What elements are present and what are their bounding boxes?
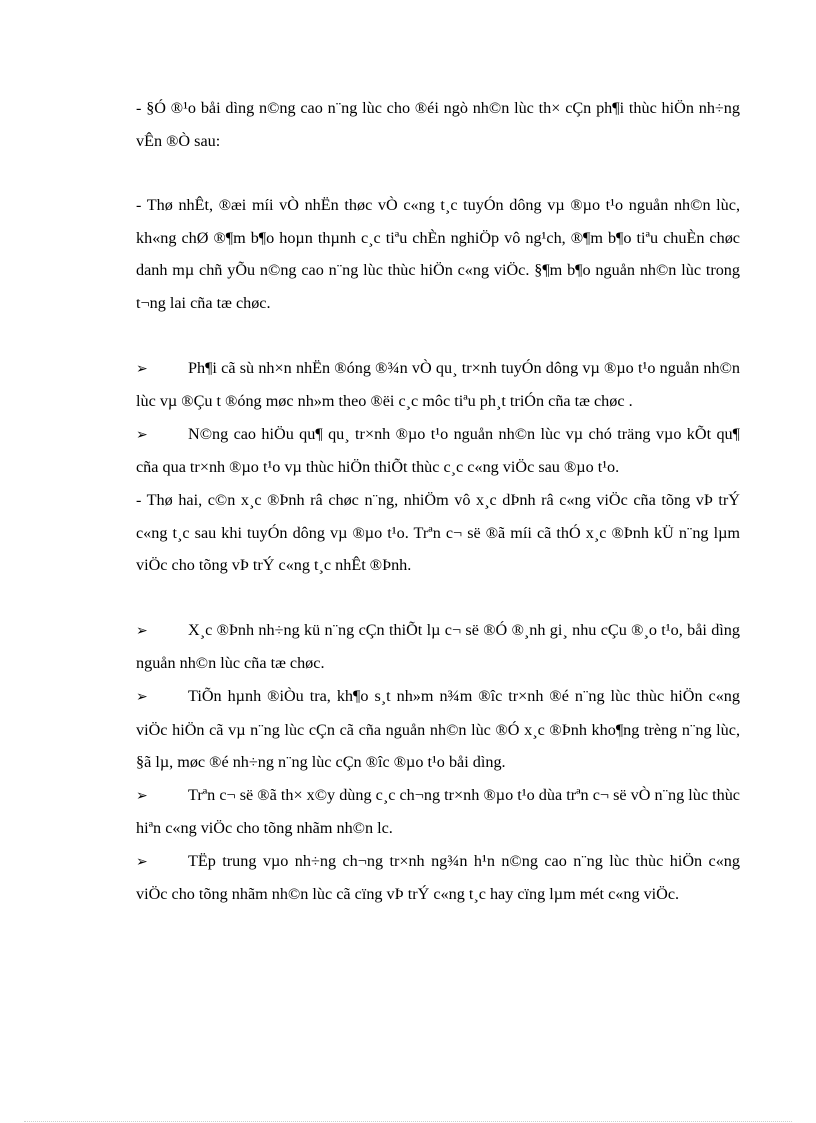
bullet-text: Trªn c¬ së ®ã th× x©y dùng c¸c ch¬ng tr×nh ®µo t¹o dùa trªn c¬ së vÒ n¨ng lùc thùc hiªn c«ng viÖc cho tõng nhãm nh©n lc. (136, 785, 740, 838)
bullet-text: Ph¶i cã sù nh×n nhËn ®óng ®¾n vÒ qu¸ tr×nh tuyÓn dông vµ ®µo t¹o nguån nh©n lùc vµ ®Çu t ®óng møc nh»m theo ®ëi c¸c môc tiªu ph¸t triÓn cña tæ chøc . (136, 358, 740, 411)
arrow-bullet-icon: ➢ (136, 688, 148, 705)
paragraph-spacer (136, 582, 740, 614)
bullet-paragraph (136, 845, 740, 911)
arrow-bullet-icon: ➢ (136, 360, 148, 377)
bullet-paragraph (136, 680, 740, 779)
body-paragraph: - §Ó ®¹o båi dìng n©ng cao n¨ng lùc cho ®éi ngò nh©n lùc th× cÇn ph¶i thùc hiÖn nh÷ng vÊn ®Ò sau: (136, 99, 740, 150)
document-page (136, 92, 740, 911)
bullet-paragraph (136, 779, 740, 845)
arrow-bullet-icon: ➢ (136, 853, 148, 870)
bullet-text: TiÕn hµnh ®iÒu tra, kh¶o s¸t nh»m n¾m ®îc tr×nh ®é n¨ng lùc thùc hiÖn c«ng viÖc hiÖn cã vµ n¨ng lùc cÇn cã cña nguån nh©n lùc ®Ó x¸c ®Þnh kho¶ng trèng n¨ng lùc, §ã lµ, møc ®é nh÷ng n¨ng lùc cÇn ®îc ®µo t¹o båi dìng. (136, 686, 740, 772)
bullet-paragraph (136, 352, 740, 418)
body-paragraph: - Thø nhÊt, ®æi míi vÒ nhËn thøc vÒ c«ng t¸c tuyÓn dông vµ ®µo t¹o nguån nh©n lùc, kh«ng chØ ®¶m b¶o hoµn thµnh c¸c tiªu chÈn nghiÖp vô ng¹ch, ®¶m b¶o tiªu chuÈn chøc danh mµ chñ yÕu n©ng cao n¨ng lùc thùc hiÖn c«ng viÖc. §¶m b¶o nguån nh©n lùc trong t¬ng lai cña tæ chøc. (136, 196, 740, 312)
arrow-bullet-icon: ➢ (136, 426, 148, 443)
arrow-bullet-icon: ➢ (136, 787, 148, 804)
body-paragraph: - Thø hai, c©n x¸c ®Þnh râ chøc n¨ng, nhiÖm vô x¸c dÞnh râ c«ng viÖc cña tõng vÞ trÝ c«ng t¸c sau khi tuyÓn dông vµ ®µo t¹o. Trªn c¬ së ®ã míi cã thÓ x¸c ®Þnh kÜ n¨ng lµm viÖc cho tõng vÞ trÝ c«ng t¸c nhÊt ®Þnh. (136, 490, 740, 575)
arrow-bullet-icon: ➢ (136, 622, 148, 639)
bullet-text: N©ng cao hiÖu qu¶ qu¸ tr×nh ®µo t¹o nguån nh©n lùc vµ chó träng vµo kÕt qu¶ cña qua tr×nh ®µo t¹o vµ thùc hiÖn thiÕt thùc c¸c c«ng viÖc sau ®µo t¹o. (136, 424, 740, 477)
bullet-text: TËp trung vµo nh÷ng ch¬ng tr×nh ng¾n h¹n n©ng cao n¨ng lùc thùc hiÖn c«ng viÖc cho tõng nhãm nh©n lùc cã cïng vÞ trÝ c«ng t¸c hay cïng lµm mét c«ng viÖc. (136, 851, 740, 904)
paragraph-spacer (136, 157, 740, 189)
page-bottom-divider (24, 1121, 792, 1122)
bullet-paragraph (136, 614, 740, 680)
bullet-text: X¸c ®Þnh nh÷ng kü n¨ng cÇn thiÕt lµ c¬ së ®Ó ®¸nh gi¸ nhu cÇu ®¸o t¹o, båi dìng nguån nh©n lùc cña tæ chøc. (136, 620, 740, 673)
paragraph-spacer (136, 320, 740, 352)
bullet-paragraph (136, 418, 740, 484)
